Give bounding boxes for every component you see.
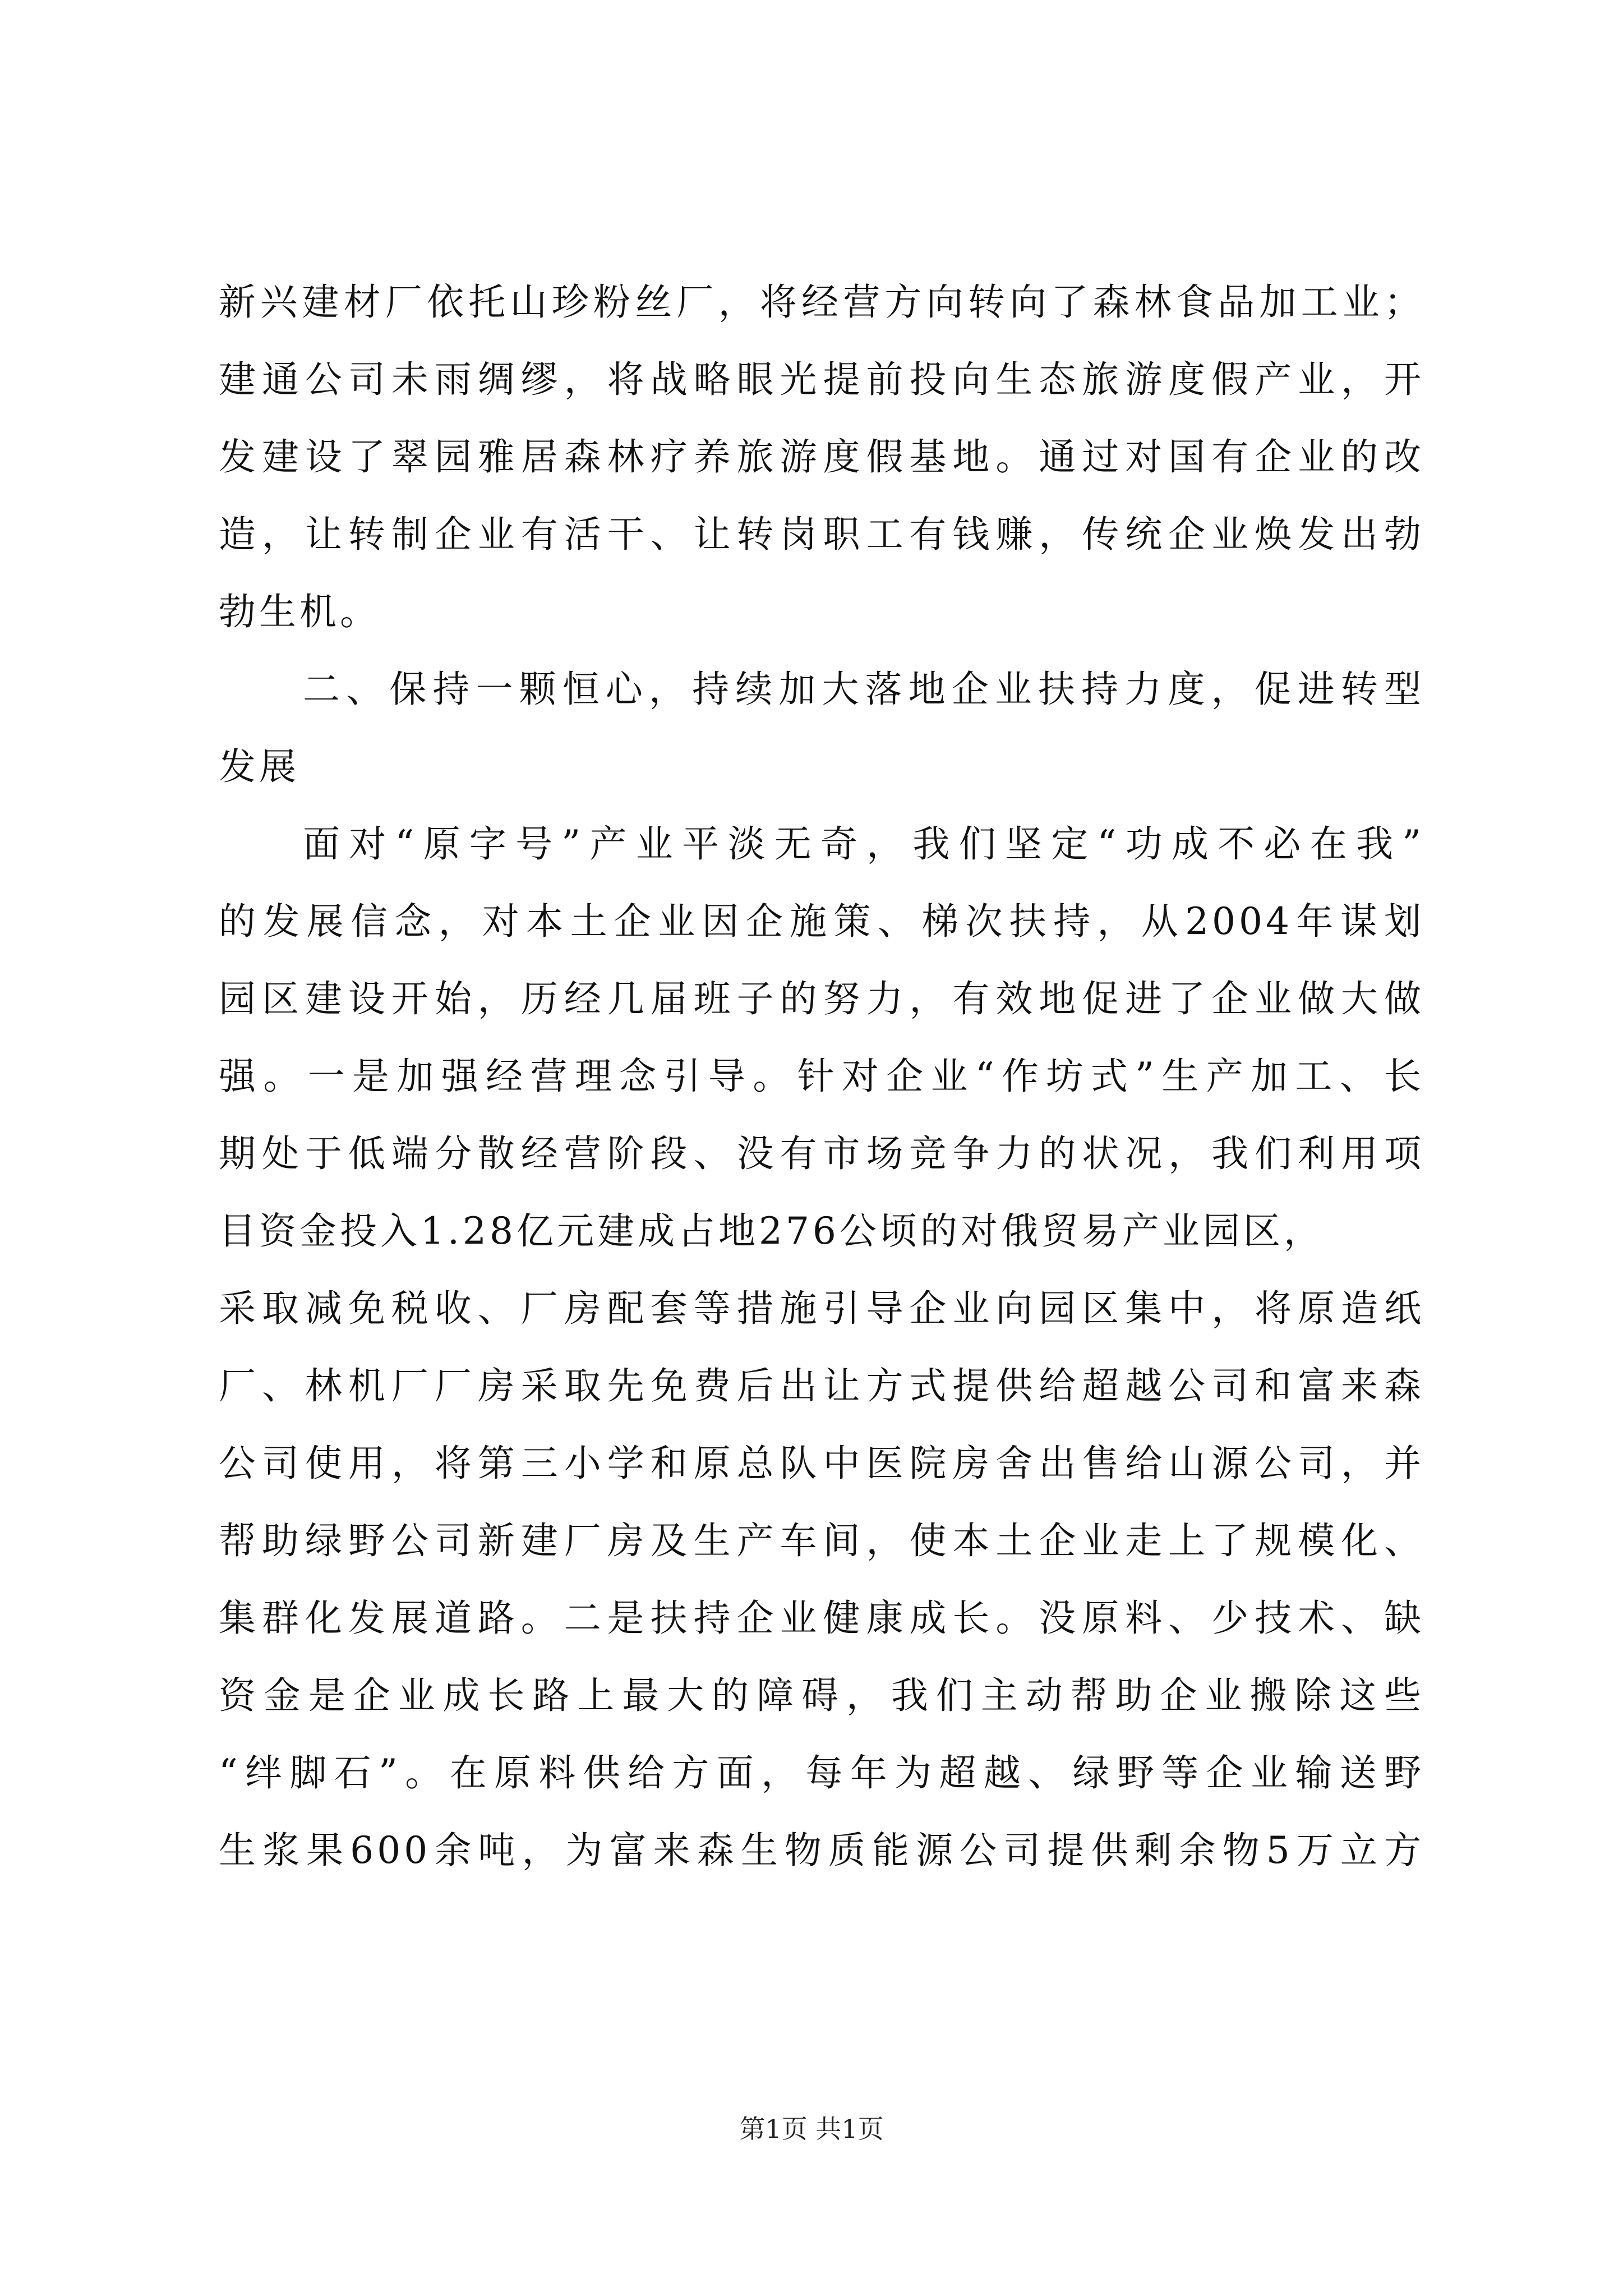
text-line: 面对“原字号”产业平淡无奇，我们坚定“功成不必在我” xyxy=(303,822,1424,866)
text-line: 目资金投入1.28亿元建成占地276公顷的对俄贸易产业园区， xyxy=(219,1209,1324,1253)
text-line: 发建设了翠园雅居森林疗养旅游度假基地。通过对国有企业的改 xyxy=(219,435,1424,478)
text-line: 生浆果600余吨，为富来森生物质能源公司提供剩余物5万立方 xyxy=(219,1829,1424,1872)
text-line: 集群化发展道路。二是扶持企业健康成长。没原料、少技术、缺 xyxy=(219,1596,1424,1640)
page-number-footer: 第1页 共1页 xyxy=(739,2114,884,2144)
text-line: 新兴建材厂依托山珍粉丝厂，将经营方向转向了森林食品加工业； xyxy=(219,280,1424,324)
section-heading-cont: 发展 xyxy=(219,745,299,788)
text-line: 建通公司未雨绸缪，将战略眼光提前投向生态旅游度假产业，开 xyxy=(219,358,1424,401)
section-heading: 二、保持一颗恒心，持续加大落地企业扶持力度，促进转型 xyxy=(303,668,1424,711)
text-line: 帮助绿野公司新建厂房及生产车间，使本土企业走上了规模化、 xyxy=(219,1519,1424,1562)
text-line: “绊脚石”。在原料供给方面，每年为超越、绿野等企业输送野 xyxy=(219,1751,1424,1795)
text-line: 厂、林机厂厂房采取先免费后出让方式提供给超越公司和富来森 xyxy=(219,1364,1424,1407)
text-line: 造，让转制企业有活干、让转岗职工有钱赚，传统企业焕发出勃 xyxy=(219,513,1424,556)
text-line: 资金是企业成长路上最大的障碍，我们主动帮助企业搬除这些 xyxy=(219,1674,1424,1717)
text-line: 公司使用，将第三小学和原总队中医院房舍出售给山源公司，并 xyxy=(219,1442,1424,1485)
text-line: 园区建设开始，历经几届班子的努力，有效地促进了企业做大做 xyxy=(219,977,1424,1020)
text-line: 强。一是加强经营理念引导。针对企业“作坊式”生产加工、长 xyxy=(219,1055,1424,1098)
text-line: 的发展信念，对本土企业因企施策、梯次扶持，从2004年谋划 xyxy=(219,900,1424,943)
document-body xyxy=(219,264,1424,1889)
text-line: 采取减免税收、厂房配套等措施引导企业向园区集中，将原造纸 xyxy=(219,1287,1424,1330)
text-line: 勃生机。 xyxy=(219,590,380,633)
text-line: 期处于低端分散经营阶段、没有市场竞争力的状况，我们利用项 xyxy=(219,1132,1424,1175)
